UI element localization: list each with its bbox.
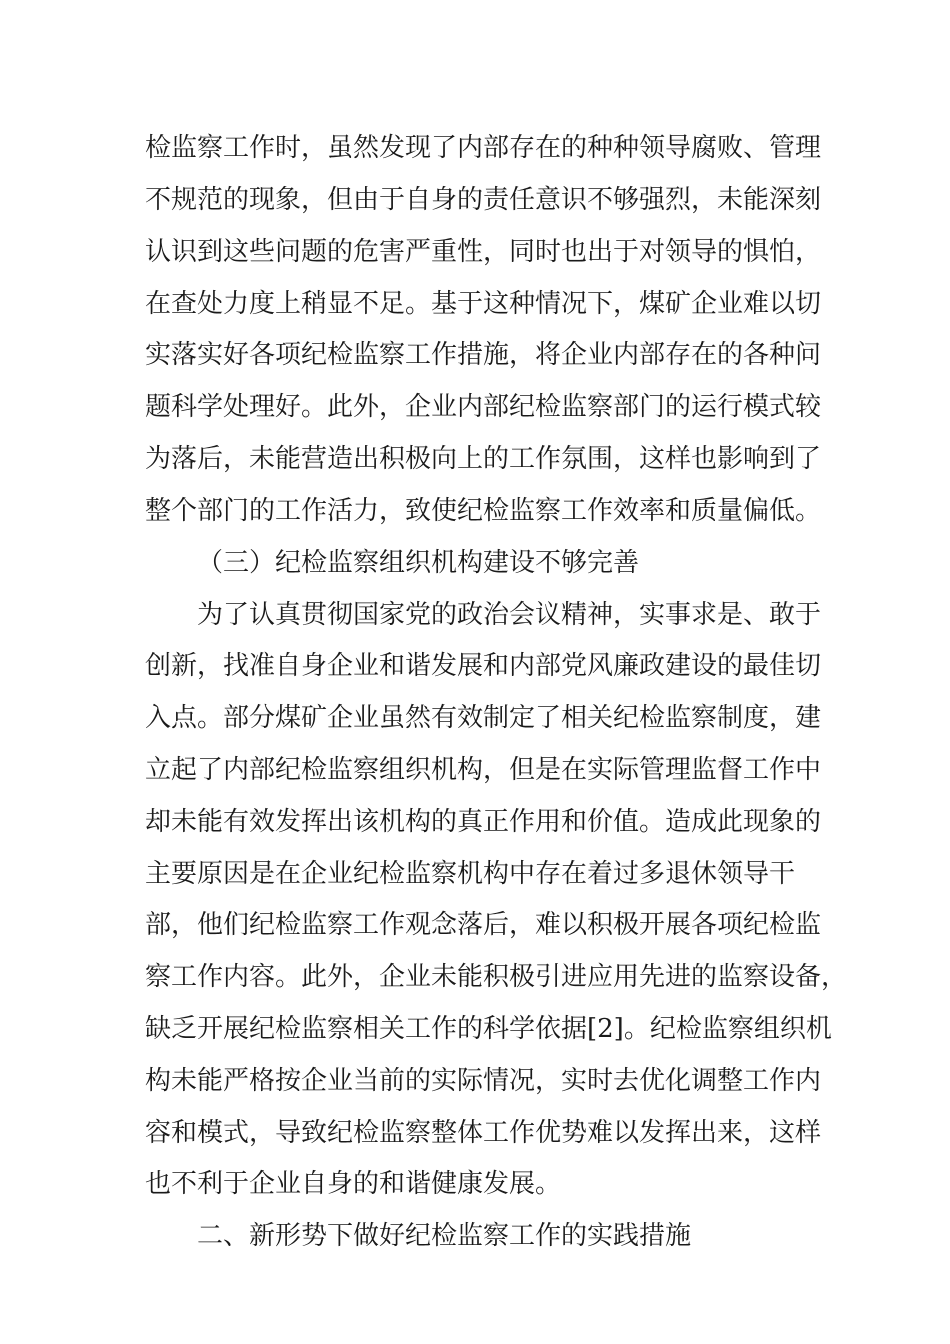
text-line: 立起了内部纪检监察组织机构，但是在实际管理监督工作中	[145, 755, 822, 785]
text-line: 也不利于企业自身的和谐健康发展。	[145, 1169, 562, 1199]
text-line: 在查处力度上稍显不足。基于这种情况下，煤矿企业难以切	[145, 289, 822, 319]
text-line: 容和模式，导致纪检监察整体工作优势难以发挥出来，这样	[145, 1118, 822, 1148]
text-line: 察工作内容。此外，企业未能积极引进应用先进的监察设备，	[145, 962, 848, 992]
section-heading: 二、新形势下做好纪检监察工作的实践措施	[197, 1221, 692, 1251]
text-line: 整个部门的工作活力，致使纪检监察工作效率和质量偏低。	[145, 496, 822, 526]
section-heading: （三）纪检监察组织机构建设不够完善	[197, 548, 640, 578]
text-line: 构未能严格按企业当前的实际情况，实时去优化调整工作内	[145, 1066, 822, 1096]
text-line: 为了认真贯彻国家党的政治会议精神，实事求是、敢于	[197, 600, 822, 630]
text-line: 创新，找准自身企业和谐发展和内部党风廉政建设的最佳切	[145, 651, 822, 681]
text-line: 主要原因是在企业纪检监察机构中存在着过多退休领导干	[145, 859, 796, 889]
text-line: 实落实好各项纪检监察工作措施，将企业内部存在的各种问	[145, 340, 822, 370]
text-line: 缺乏开展纪检监察相关工作的科学依据[2]。纪检监察组织机	[145, 1014, 832, 1044]
text-line: 检监察工作时，虽然发现了内部存在的种种领导腐败、管理	[145, 133, 822, 163]
text-line: 为落后，未能营造出积极向上的工作氛围，这样也影响到了	[145, 444, 822, 474]
text-line: 认识到这些问题的危害严重性，同时也出于对领导的惧怕，	[145, 237, 822, 267]
text-line: 却未能有效发挥出该机构的真正作用和价值。造成此现象的	[145, 807, 822, 837]
text-line: 入点。部分煤矿企业虽然有效制定了相关纪检监察制度，建	[145, 703, 822, 733]
text-line: 不规范的现象，但由于自身的责任意识不够强烈，未能深刻	[145, 185, 822, 215]
text-line: 题科学处理好。此外，企业内部纪检监察部门的运行模式较	[145, 392, 822, 422]
text-line: 部，他们纪检监察工作观念落后，难以积极开展各项纪检监	[145, 910, 822, 940]
